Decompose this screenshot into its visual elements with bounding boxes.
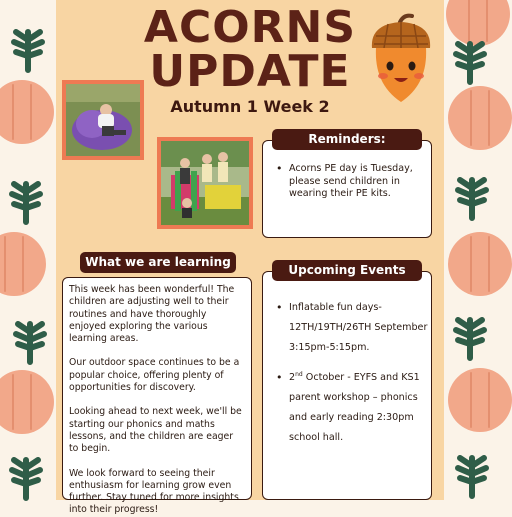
photo-child-on-beanbag [62,80,144,160]
learning-heading: What we are learning [80,252,236,273]
learning-paragraph: We look forward to seeing their enthusiasm for learning grow even further. Stay tuned for more insights into their progress! [69,467,239,516]
left-border-pattern [0,0,56,500]
leaf-icon [8,28,48,72]
right-border-pattern [444,0,500,500]
leaf-icon [452,176,492,220]
learning-paragraph: This week has been wonderful! The children are adjusting well to their routines and have thoroughly enjoyed exploring the various learning areas. [69,284,235,345]
leaf-icon [6,180,46,224]
leaf-icon [452,454,492,498]
pumpkin-icon [0,80,54,144]
event-date-number: 2 [289,372,296,383]
reminders-box [262,140,432,238]
subtitle: Autumn 1 Week 2 [170,97,330,116]
pumpkin-icon [448,368,512,432]
reminders-list [273,163,423,201]
events-heading: Upcoming Events [272,260,422,281]
title-line-2: UPDATE [149,46,351,97]
learning-paragraph: Looking ahead to next week, we'll be starting our phonics and maths lessons, and the children are eager to begin. [69,406,242,455]
events-box [262,271,432,500]
event-item [273,368,428,448]
reminders-heading: Reminders: [272,129,422,150]
newsletter-page [56,0,444,516]
event-item: • Inflatable fun days- 12TH/19TH/26TH September 3:15pm-5:15pm. [273,298,428,358]
pumpkin-icon [0,232,46,296]
pumpkin-icon [448,232,512,296]
events-list [273,298,428,458]
learning-paragraph: Our outdoor space continues to be a popular choice, offering plenty of opportunities for discovery. [69,357,240,394]
reminder-item: • Acorns PE day is Tuesday, please send children in wearing their PE kits. [273,163,423,201]
event-description: October - EYFS and KS1 parent workshop – phonics and early reading 2:30pm school hall. [289,372,420,443]
acorn-character-icon [366,14,436,106]
pumpkin-icon [448,86,512,150]
leaf-icon [10,320,50,364]
pumpkin-icon [0,370,54,434]
learning-box [62,277,252,516]
leaf-icon [450,316,490,360]
title-line-1: ACORNS [143,2,357,53]
event-date-suffix: nd [295,370,303,378]
leaf-icon [6,456,46,500]
photo-children-climbing-frame [157,137,253,229]
leaf-icon [450,40,490,84]
